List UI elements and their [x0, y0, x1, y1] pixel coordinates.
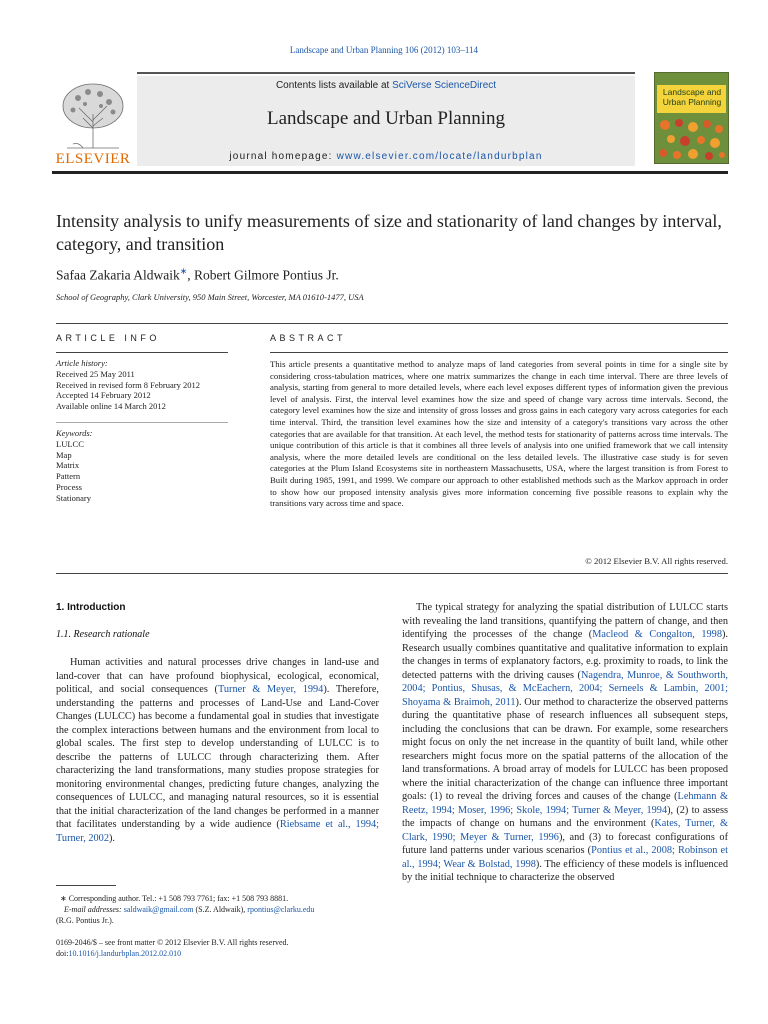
subsection-heading: 1.1. Research rationale: [56, 629, 150, 640]
elsevier-logo: [53, 78, 133, 168]
footnote-mark: ∗: [60, 894, 67, 903]
left-column: [56, 656, 379, 845]
keyword: Matrix: [56, 460, 80, 471]
text-run: ).: [108, 832, 115, 844]
keyword: Map: [56, 449, 72, 460]
intro-paragraph: [402, 601, 728, 885]
affiliation: School of Geography, Clark University, 950 Main Street, Worcester, MA 01610-1477, USA: [56, 292, 364, 302]
masthead-bottom-rule: [52, 171, 728, 174]
keyword: Stationary: [56, 492, 91, 503]
doi-line: [56, 948, 289, 959]
info-divider: [56, 352, 228, 353]
journal-homepage: [137, 151, 635, 162]
intro-paragraph: [56, 656, 379, 845]
abstract-end-rule: [56, 573, 728, 574]
email-line: [56, 904, 386, 915]
sciencedirect-link[interactable]: SciVerse ScienceDirect: [392, 80, 497, 91]
issn-line: 0169-2046/$ – see front matter © 2012 Elsevier B.V. All rights reserved.: [56, 938, 289, 947]
abstract-divider: [270, 352, 728, 353]
email-link[interactable]: rpontius@clarku.edu: [247, 905, 315, 914]
cover-title: Landscape and Urban Planning: [662, 87, 722, 107]
journal-citation[interactable]: Landscape and Urban Planning 106 (2012) 103–114: [289, 45, 479, 55]
keyword: Process: [56, 481, 82, 492]
text-run: ). Our method to characterize the observed patterns during the quantitative phase of research influences all subsequent steps, including the conclusions that can be drawn. For example, some researchers might focus on only the net increase in the quantity of built land, while other researchers might focus more on the spatial patterns of the allocation of the land transformations. A broad array of models for LULCC has been proposed where the initial characterization of the change can influence three important goals: (1) to reveal the driving forces and causes of the change (: [402, 696, 728, 802]
text-run: The typical strategy for analyzing the spatial distribution of LULCC starts with revealing the land transitions, quantifying the pattern of change, and then identifying the processes of the change (: [402, 602, 728, 640]
homepage-link[interactable]: www.elsevier.com/locate/landurbplan: [336, 151, 543, 162]
history-item: Available online 14 March 2012: [56, 401, 166, 412]
doi-prefix: doi:: [56, 949, 69, 958]
masthead-top-rule: [137, 72, 635, 74]
author-list: [56, 266, 339, 284]
text-run: ). Therefore, understanding the patterns and processes of Land-Use and Land-Cover Changes (LULCC) has become a fundamental goal in studies that investigate the complex interactions between humans and the environment from local to global scales. The first step to develop understanding of LULCC is to describe the patterns of LULCC through characterizing them. After characterizing the land transformations, many studies propose strategies for monitoring environmental changes, predicting future changes, analyzing the consequences of LULCC, and managing natural resources, so it is essential that the initial characterization of the land changes be performed in a manner that facilitates understanding by a wide audience (: [56, 684, 379, 830]
footnote-line: Corresponding author. Tel.: +1 508 793 7761; fax: +1 508 793 8881.: [66, 894, 289, 903]
text-run: ). The efficiency of these models is influenced by the initial technique to characterize the observed: [402, 858, 728, 883]
history-item: Received in revised form 8 February 2012: [56, 379, 200, 390]
citation-link[interactable]: Lehmann & Reetz, 1994; Moser, 1996; Skole, 1994; Turner & Meyer, 1994: [402, 791, 728, 816]
history-item: Accepted 14 February 2012: [56, 390, 151, 401]
author-separator: ,: [187, 267, 194, 283]
keywords-divider: [56, 422, 228, 423]
publisher-name: ELSEVIER: [55, 151, 131, 167]
article-title: Intensity analysis to unify measurements of size and stationarity of land changes by interval, category, and transition: [56, 211, 722, 254]
text-run: Human activities and natural processes drive changes in land-use and land-cover that can have profound biophysical, ecological, economical, political, and social consequences (: [56, 657, 379, 695]
email-link[interactable]: saldwaik@gmail.com: [123, 905, 194, 914]
homepage-prefix: journal homepage:: [229, 151, 337, 162]
article-info-heading: ARTICLE INFO: [56, 333, 160, 343]
contents-prefix: Contents lists available at: [275, 80, 393, 91]
citation-link[interactable]: Nagendra, Munroe, & Southworth, 2004; Pontius, Shusas, & McEachern, 2004; Serneels & Lambin, 2001; Shoyama & Braimoh, 2011: [402, 669, 728, 708]
journal-title: Landscape and Urban Planning: [267, 108, 505, 129]
history-item: Received 25 May 2011: [56, 368, 135, 379]
corresponding-author-note: [56, 893, 386, 904]
section-heading: 1. Introduction: [56, 602, 126, 613]
keyword: Pattern: [56, 471, 81, 482]
history-label: Article history:: [56, 358, 108, 368]
doi-link[interactable]: 10.1016/j.landurbplan.2012.02.010: [68, 949, 182, 958]
elsevier-tree-icon: [53, 78, 133, 150]
citation-link[interactable]: Macleod & Congalton, 1998: [592, 629, 722, 640]
keywords-label: Keywords:: [56, 428, 93, 438]
text-run: ), and (3) to forecast configurations of future land patterns under various scenarios (: [402, 831, 728, 856]
section-divider: [56, 323, 728, 324]
footnote-rule: [56, 885, 116, 886]
text-run: ), (2) to assess the impacts of change on humans and the environment (: [402, 804, 728, 829]
cover-dots-icon: [655, 115, 729, 163]
author-name[interactable]: Safaa Zakaria Aldwaik: [56, 267, 180, 283]
copyright: © 2012 Elsevier B.V. All rights reserved.: [585, 556, 728, 566]
citation-link[interactable]: Turner & Meyer, 1994: [217, 684, 324, 695]
email-label: E-mail addresses:: [64, 905, 124, 914]
keyword: LULCC: [56, 438, 84, 449]
corresponding-mark[interactable]: ∗: [179, 266, 188, 276]
citation-link[interactable]: Kates, Turner, & Clark, 1990; Meyer & Turner, 1996: [402, 818, 728, 843]
footnote: [56, 893, 386, 926]
text-run: ). Research usually combines quantitative and qualitative information to explain the changes in terms of explanatory factors, e.g. proximity to roads, to link the detected patterns with the driving causes (: [402, 629, 728, 681]
keywords: [56, 428, 228, 504]
front-matter: [56, 937, 289, 959]
contents-line: [137, 80, 635, 91]
citation-link[interactable]: Riebsame et al., 1994; Turner, 2002: [56, 819, 379, 844]
email-owner: (S.Z. Aldwaik),: [193, 905, 248, 914]
abstract-heading: ABSTRACT: [270, 333, 347, 343]
abstract-text: This article presents a quantitative method to analyze maps of land categories from several points in time for a single site by considering cross-tabulation matrices, where one matrix summarizes the change in each time interval. There are three levels of analysis, starting from general to more detailed levels, where each level exposes different types of information given the previous level of analysis. First, the interval level examines how the size and speed of change vary across time intervals. Second, the category level examines how the size and intensity of gross losses and gross gains in each category vary across categories for each time interval. Third, the transition level examines how the size and intensity of a category's transitions vary across the other categories that are available for that transition. At each level, the method tests for stationarity of patterns across time intervals. The unique contribution of this article is that it combines all three levels of analysis into one unified framework that we call intensity analysis, where the more detailed levels are conditional on the less detailed levels. The illustrative case study is for seven categories at the Plum Island Ecosystems site in northeastern Massachusetts, USA, where the largest transition is from Forest to Built during 1985, 1991, and 1999. We compare our approach to other established methods such as the Markov approach in order to show how our proposed intensity analysis gives more information concerning five possible reasons to explain why the transitions vary across time and space.: [270, 359, 728, 509]
journal-cover[interactable]: [654, 72, 729, 164]
citation-link[interactable]: Pontius et al., 2008; Robinson et al., 1994; Wear & Bolstad, 1998: [402, 845, 728, 870]
article-history: [56, 358, 228, 412]
author-name[interactable]: Robert Gilmore Pontius Jr.: [194, 267, 339, 283]
email-owner: (R.G. Pontius Jr.).: [56, 916, 114, 925]
right-column: [402, 601, 728, 885]
